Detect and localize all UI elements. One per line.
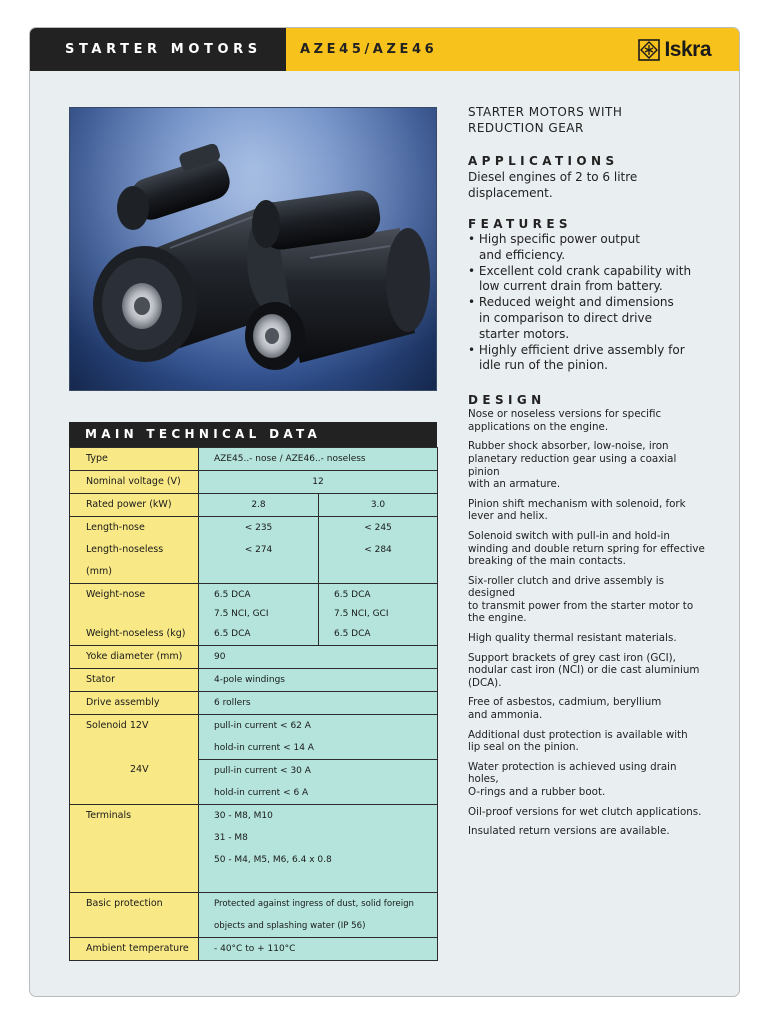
terminal-50: 50 - M4, M5, M6, 6.4 x 0.8 [214,855,332,865]
design-paragraph: Free of asbestos, cadmium, beryllium and ammonia. [468,696,662,722]
ambient-value: - 40°C to + 110°C [214,944,296,954]
table-row [70,938,438,961]
length-nose-label: Length-nose [86,522,145,533]
weight-noseless-value-b: 6.5 DCA [334,629,371,639]
table-row [70,517,438,584]
table-row [70,584,438,646]
iskra-logo-icon [638,39,660,61]
drive-value: 6 rollers [214,698,251,708]
weight-noseless-label: Weight-noseless (kg) [86,628,186,639]
solenoid-12v-label: Solenoid 12V [86,720,149,731]
design-paragraph: Solenoid switch with pull-in and hold-in winding and double return spring for effective breaking of the main contacts. [468,529,705,568]
model-title: AZE45/AZE46 [300,42,438,57]
stator-value: 4-pole windings [214,675,285,685]
solenoid-12v-hold: hold-in current < 14 A [214,743,314,753]
table-row [70,646,438,669]
brand-logo [638,38,711,62]
design-paragraph: Water protection is achieved using drain holes, O-rings and a rubber boot. [468,760,677,799]
table-row [70,494,438,517]
weight-nose-value-a1: 6.5 DCA [214,590,251,600]
design-heading: DESIGN [468,393,546,408]
features-heading: FEATURES [468,217,572,231]
design-paragraph: Support brackets of grey cast iron (GCI), nodular cast iron (NCI) or die cast aluminium (DCA). [468,651,700,689]
length-nose-value-b: < 245 [364,523,392,533]
design-paragraph: Additional dust protection is available with lip seal on the pinion. [468,728,688,754]
applications-line-2: displacement. [468,186,553,200]
weight-nose-value-a2: 7.5 NCI, GCI [214,609,269,619]
yoke-value: 90 [214,652,226,662]
applications-heading: APPLICATIONS [468,154,619,168]
terminal-31: 31 - M8 [214,833,248,843]
table-row [70,471,438,494]
power-label: Rated power (kW) [86,499,172,510]
intro-line-2: REDUCTION GEAR [468,121,584,135]
table-row [70,448,438,471]
design-paragraph: Six-roller clutch and drive assembly is designed to transmit power from the starter motor to the engine. [468,574,694,625]
type-label: Type [86,453,108,464]
weight-nose-label: Weight-nose [86,589,146,600]
solenoid-24v-pull: pull-in current < 30 A [214,766,311,776]
solenoid-24v-label: 24V [130,764,149,775]
design-paragraphs [468,408,708,838]
intro-line-1: STARTER MOTORS WITH [468,105,623,119]
weight-nose-value-b2: 7.5 NCI, GCI [334,609,389,619]
brand-name: Iskra [664,38,711,61]
solenoid-24v-hold: hold-in current < 6 A [214,788,309,798]
weight-nose-value-b1: 6.5 DCA [334,590,371,600]
list-item: • Excellent cold crank capability with low current drain from battery. [468,263,692,294]
design-paragraph: Pinion shift mechanism with solenoid, fork lever and helix. [468,497,686,523]
starter-motors-illustration [70,108,437,391]
table-title: MAIN TECHNICAL DATA [69,422,437,447]
table-row [70,669,438,692]
category-title: STARTER MOTORS [30,28,286,71]
power-value-b: 3.0 [370,500,386,510]
ambient-label: Ambient temperature [86,943,189,954]
applications-line-1: Diesel engines of 2 to 6 litre [468,170,638,184]
table-row [70,715,438,760]
design-paragraph: High quality thermal resistant materials. [468,632,677,645]
length-noseless-value-a: < 274 [244,545,273,555]
design-paragraph: Rubber shock absorber, low-noise, iron planetary reduction gear using a coaxial pinion with an armature. [468,440,677,491]
terminals-label: Terminals [86,810,132,821]
design-paragraph: Insulated return versions are available. [468,825,670,838]
type-value: AZE45..- nose / AZE46..- noseless [214,454,366,464]
spec-table [69,447,438,961]
technical-data-table [69,422,437,961]
protection-value-1: Protected against ingress of dust, solid foreign [214,899,414,909]
voltage-value: 12 [312,477,324,487]
table-row [70,692,438,715]
weight-noseless-value-a: 6.5 DCA [214,629,251,639]
terminal-30: 30 - M8, M10 [214,811,273,821]
protection-value-2: objects and splashing water (IP 56) [214,921,366,931]
protection-label: Basic protection [86,898,163,909]
design-paragraph: Nose or noseless versions for specific applications on the engine. [468,408,662,433]
table-row [70,893,438,938]
length-noseless-value-b: < 284 [364,545,392,555]
solenoid-12v-pull: pull-in current < 62 A [214,721,311,731]
description-column [468,104,708,845]
design-paragraph: Oil-proof versions for wet clutch applications. [468,805,702,818]
list-item: • Highly efficient drive assembly for idle run of the pinion. [468,342,685,373]
length-nose-value-a: < 235 [244,523,273,533]
model-bar [286,28,740,71]
product-photo [69,107,437,391]
length-noseless-label: Length-noseless [86,544,164,555]
length-unit-label: (mm) [86,566,112,577]
yoke-label: Yoke diameter (mm) [86,651,183,662]
voltage-label: Nominal voltage (V) [86,476,181,487]
table-row [70,805,438,893]
list-item: • Reduced weight and dimensions in comparison to direct drive starter motors. [468,295,674,341]
features-list [468,232,708,374]
header-bar [30,28,740,71]
stator-label: Stator [86,674,116,685]
list-item: • High specific power output and efficiency. [468,232,640,262]
drive-label: Drive assembly [86,697,160,708]
power-value-a: 2.8 [251,500,266,510]
